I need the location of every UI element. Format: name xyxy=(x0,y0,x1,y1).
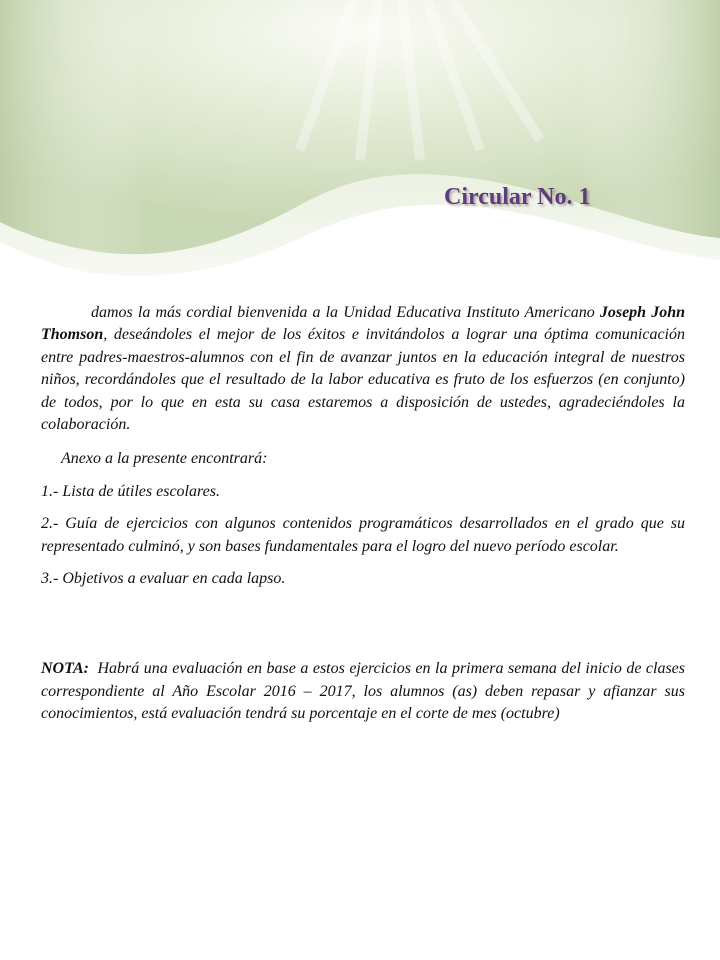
nota-label: NOTA: xyxy=(41,660,89,678)
intro-paragraph xyxy=(41,302,685,436)
nota-text: Habrá una evaluación en base a estos ejercicios en la primera semana del inicio de clases correspondiente al Año Escolar 2016 – 2017, los alumnos (as) deben repasar y afianzar sus conocimientos, está evaluación tendrá su porcentaje en el corte de mes (octubre) xyxy=(41,660,686,723)
circular-body xyxy=(41,302,685,726)
intro-text-before: damos la más cordial bienvenida a la Unidad Educativa Instituto Americano xyxy=(91,304,600,321)
school-name: Joseph John Thomson xyxy=(41,304,685,344)
list-item: 2.- Guía de ejercicios con algunos contenidos programáticos desarrollados en el grado que su representado culminó, y son bases fundamentales para el logro del nuevo período escolar. xyxy=(41,515,685,555)
nota-paragraph xyxy=(41,658,685,725)
list-item: 3.- Objetivos a evaluar en cada lapso. xyxy=(41,570,286,588)
intro-text-after: , deseándoles el mejor de los éxitos e invitándolos a lograr una óptima comunicación entre padres-maestros-alumnos con el fin de avanzar juntos en la educación integral de nuestros niños, recordándoles que el resultado de la labor educativa es fruto de los esfuerzos (en conjunto) de todos, por lo que en esta su casa estaremos a disposición de ustedes, agradeciéndoles la colaboración. xyxy=(41,326,685,434)
page-title: Circular No. 1 xyxy=(444,184,591,210)
list-item: 1.- Lista de útiles escolares. xyxy=(41,482,220,500)
anexo-heading: Anexo a la presente encontrará: xyxy=(61,450,268,468)
